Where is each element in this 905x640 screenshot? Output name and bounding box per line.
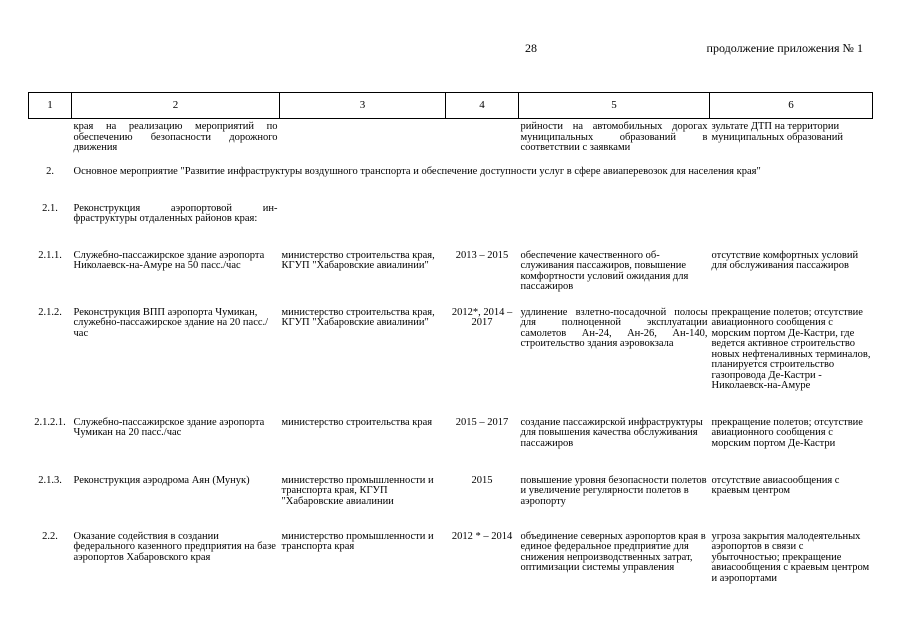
column-header: 2	[72, 93, 280, 119]
table-row	[29, 418, 873, 476]
expected-result: рийности на автомобильных дорогах муниципальных образований в соответствии с заявками	[520, 121, 708, 153]
measure-name: Реконструкция аэропортовой инфраструктуры отдаленных районов края:	[73, 202, 278, 224]
measure-name: края на реализацию мероприятий по обеспечению безопасности дорожного движения	[73, 121, 278, 153]
appendix-label: продолжение приложения № 1	[706, 41, 863, 55]
years: 2013 – 2015	[455, 249, 509, 261]
column-header: 6	[710, 93, 873, 119]
row-number: 2.1.2.	[38, 306, 62, 318]
column-header: 5	[519, 93, 710, 119]
column-header: 4	[446, 93, 519, 119]
measures-table	[28, 92, 873, 588]
expected-result: создание пассажирской инфраструктуры для повышения качества обслуживания пассажиров	[520, 416, 703, 449]
column-header: 3	[280, 93, 446, 119]
risk-description	[710, 204, 873, 251]
risk-description: прекращение полетов; отсутствие авиационного сообщения с морским портом Де-Кастри, где ведется активное строительство новых нефтеналивных терминалов, планируется строительство газопровода Де-Кастри - Николаевск-на-Амуре	[711, 306, 871, 391]
row-number: 2.1.3.	[38, 474, 62, 486]
risk-description: отсутствие комфортных условий для обслуживания пассажиров	[711, 249, 859, 271]
measure-name: Реконструкция ВПП аэропорта Чумикан, служебно-пассажирское здание на 20 пасс./час	[73, 306, 269, 339]
expected-result: объединение северных аэропортов края в единое федеральное предприятие для снижения непроизводственных затрат, оптимизации системы управления	[520, 530, 706, 573]
executor: министерство промышленности и транспорта края	[281, 530, 434, 552]
executor: министерство промышленности и транспорта края, КГУП "Хабаровские авиалинии	[281, 474, 434, 507]
table-row	[29, 476, 873, 532]
table-row	[29, 532, 873, 588]
years: 2015 – 2017	[455, 416, 509, 428]
row-number: 2.1.1.	[38, 249, 62, 261]
section-title: Основное мероприятие "Развитие инфраструктуры воздушного транспорта и обеспечение доступности услуг в сфере авиаперевозок для населения края"	[73, 165, 761, 177]
measure-name: Служебно-пассажирское здание аэропорта Чумикан на 20 пасс./час	[73, 416, 265, 438]
table-row	[29, 204, 873, 251]
risk-description: отсутствие авиасообщения с краевым центром	[711, 474, 840, 496]
column-number-row	[29, 93, 873, 119]
executor: министерство строительства края	[281, 416, 433, 428]
column-header: 1	[29, 93, 72, 119]
expected-result: удлинение взлетно-посадочной полосы для полноценной эксплуатации самолетов Ан-24, Ан-26, Ан-140, строительство здания аэровокзала	[520, 306, 708, 349]
expected-result	[519, 204, 710, 251]
years: 2015	[471, 474, 493, 486]
years: 2012 * – 2014	[451, 530, 513, 542]
table-row	[29, 308, 873, 418]
expected-result: повышение уровня безопасности полетов и увеличение регулярности полетов в аэропорту	[520, 474, 707, 507]
continuation-row	[29, 119, 873, 167]
table-row	[29, 251, 873, 308]
measure-name: Реконструкция аэродрома Аян (Мунук)	[73, 474, 250, 486]
row-number: 2.1.2.1.	[34, 416, 66, 428]
risk-description: прекращение полетов; отсутствие авиационного сообщения с морским портом Де-Кастри	[711, 416, 863, 449]
risk-description: зультате ДТП на территории муниципальных образований	[711, 121, 843, 143]
row-number: 2.2.	[42, 530, 58, 542]
page-number: 28	[525, 41, 537, 55]
years	[446, 204, 519, 251]
measure-name: Служебно-пассажирское здание аэропорта Николаевск-на-Амуре на 50 пасс./час	[73, 249, 265, 271]
executor: министерство строительства края, КГУП "Хабаровские авиалинии"	[281, 306, 435, 328]
years: 2012*, 2014 – 2017	[451, 306, 513, 328]
executor	[280, 204, 446, 251]
executor: министерство строительства края, КГУП "Хабаровские авиалинии"	[281, 249, 435, 271]
section-row	[29, 167, 873, 204]
risk-description: угроза закрытия малодеятельных аэропортов в связи с убыточностью; прекращение авиасообщения с краевым центром и аэропортами	[711, 530, 870, 584]
section-number: 2.	[46, 165, 54, 177]
expected-result: обеспечение качественного обслуживания пассажиров, повышение комфортности условий ожидания для пассажиров	[520, 249, 689, 292]
measure-name: Оказание содействия в создании федерального казенного предприятия на базе аэропортов Хабаровского края	[73, 530, 276, 563]
row-number: 2.1.	[42, 202, 58, 214]
